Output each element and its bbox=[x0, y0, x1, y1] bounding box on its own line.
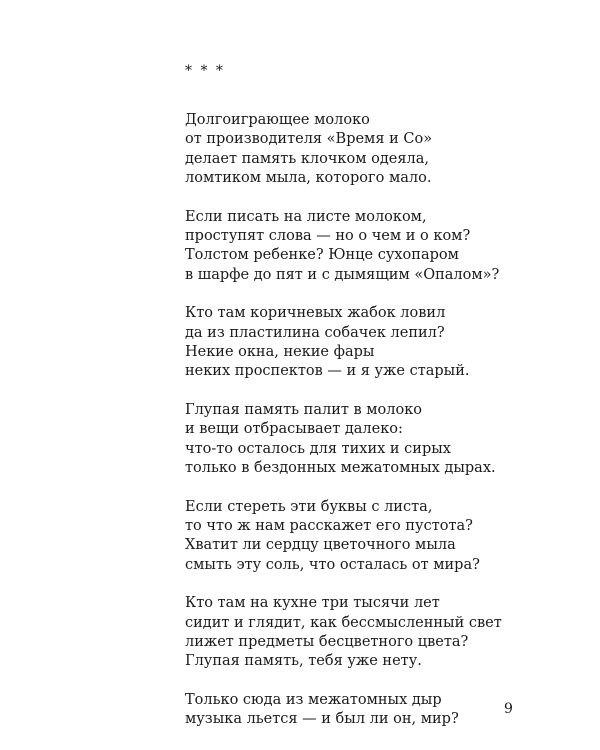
stanza-5 bbox=[185, 498, 575, 576]
poem-line: Кто там на кухне три тысячи лет bbox=[185, 595, 440, 612]
poem-line: что-то осталось для тихих и сирых bbox=[185, 440, 451, 457]
poem-line: от производителя «Время и Со» bbox=[185, 131, 433, 148]
stanza-7 bbox=[185, 691, 575, 730]
stanza-2 bbox=[185, 208, 575, 286]
section-separator: * * * bbox=[185, 63, 225, 79]
poem-line: музыка льется — и был ли он, мир? bbox=[185, 711, 459, 728]
poem-line: Только сюда из межатомных дыр bbox=[185, 691, 442, 708]
stanza-4 bbox=[185, 401, 575, 479]
poem-line: только в бездонных межатомных дырах. bbox=[185, 460, 496, 477]
poem-line: Толстом ребенке? Юнце сухопаром bbox=[185, 247, 459, 264]
poem-line: проступят слова — но о чем и о ком? bbox=[185, 228, 471, 245]
poem-line: смыть эту соль, что осталась от мира? bbox=[185, 556, 480, 573]
poem-line: то что ж нам расскажет его пустота? bbox=[185, 517, 473, 534]
stanza-6 bbox=[185, 594, 575, 672]
poem-line: Хватит ли сердцу цветочного мыла bbox=[185, 537, 456, 554]
page-number: 9 bbox=[504, 701, 513, 717]
poem bbox=[185, 111, 575, 749]
poem-line: делает память клочком одеяла, bbox=[185, 150, 429, 167]
poem-line: Долгоиграющее молоко bbox=[185, 112, 370, 128]
poem-line: Если писать на листе молоком, bbox=[185, 208, 427, 225]
poem-line: в шарфе до пят и с дымящим «Опалом»? bbox=[185, 266, 500, 283]
poem-line: Глупая память, тебя уже нету. bbox=[185, 653, 422, 670]
poem-line: и вещи отбрасывает далеко: bbox=[185, 421, 403, 438]
poem-line: Глупая память палит в молоко bbox=[185, 401, 422, 418]
poem-line: да из пластилина собачек лепил? bbox=[185, 324, 445, 341]
poem-line: Кто там коричневых жабок ловил bbox=[185, 305, 446, 322]
stanza-1 bbox=[185, 111, 575, 189]
poem-line: лижет предметы бесцветного цвета? bbox=[185, 633, 469, 650]
stanza-3 bbox=[185, 304, 575, 382]
poem-line: Если стереть эти буквы с листа, bbox=[185, 498, 433, 515]
poem-line: сидит и глядит, как бессмысленный свет bbox=[185, 614, 502, 631]
poem-line: неких проспектов — и я уже старый. bbox=[185, 363, 470, 380]
poem-line: ломтиком мыла, которого мало. bbox=[185, 170, 432, 187]
poem-line: Некие окна, некие фары bbox=[185, 344, 375, 361]
